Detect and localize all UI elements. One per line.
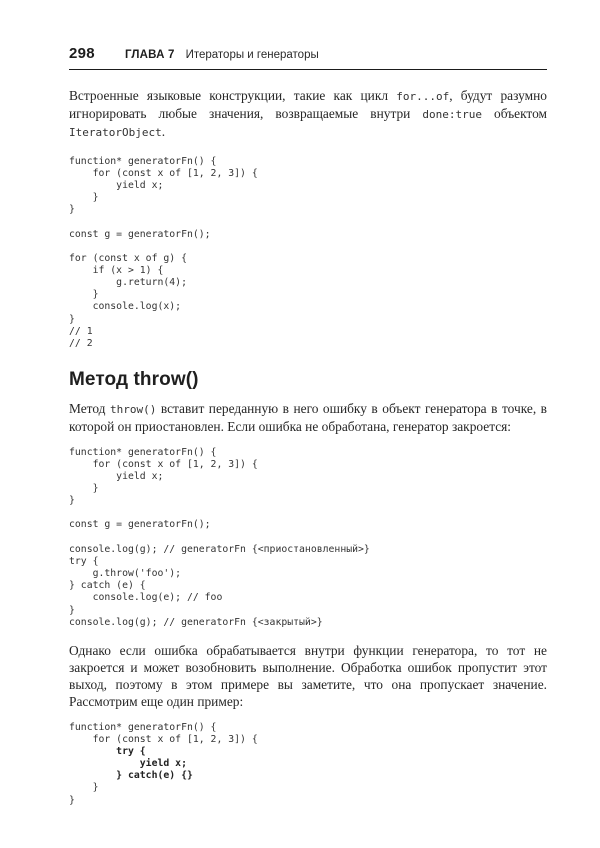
code-line	[69, 216, 547, 228]
inline-code: for...of	[396, 90, 450, 103]
code-line: }	[69, 794, 75, 806]
code-line: if (x > 1) {	[69, 265, 164, 277]
code-block-throw-example	[69, 447, 547, 629]
running-head	[69, 45, 547, 62]
inline-code: throw()	[109, 403, 157, 417]
code-line: function* generatorFn() {	[69, 446, 217, 458]
code-line: }	[69, 313, 75, 325]
text-segment: Однако если ошибка обрабатывается внутри функции генератора, то тот не закроется и может возобновить выполнение. Обработка ошибок пропустит этот выход, поэтому в этом примере вы заметите, что она пропускает значение. Рассмотрим еще один пример:	[69, 642, 547, 710]
code-line: }	[69, 204, 75, 216]
code-line: for (const x of g) {	[69, 252, 187, 264]
text-segment: , будут разумно игнорировать любые значения, возвращаемые внутри	[69, 88, 547, 122]
code-line	[69, 241, 547, 253]
inline-code: IteratorObject	[69, 126, 162, 140]
code-line: // 2	[69, 337, 93, 349]
code-block-return-example	[69, 156, 547, 351]
paragraph-for-of-note	[69, 87, 547, 142]
inline-code: done:true	[422, 108, 482, 122]
code-line: console.log(g); // generatorFn {<приостановленный>}	[69, 543, 370, 555]
code-line: function* generatorFn() {	[69, 155, 217, 167]
code-block-try-catch-example	[69, 722, 547, 807]
section-heading-throw-method: Метод throw()	[69, 369, 199, 391]
code-line: // 1	[69, 325, 93, 337]
code-line: console.log(x);	[69, 301, 182, 313]
code-line: }	[69, 782, 99, 794]
code-line: try {	[69, 555, 99, 567]
page-number: 298	[69, 45, 95, 62]
code-line	[69, 532, 547, 544]
code-line: try {	[69, 745, 146, 757]
code-line: } catch(e) {}	[69, 770, 193, 782]
code-line: g.throw('foo');	[69, 568, 182, 580]
code-line: } catch (e) {	[69, 580, 146, 592]
code-line: for (const x of [1, 2, 3]) {	[69, 167, 258, 179]
code-line: }	[69, 192, 99, 204]
code-line: yield x;	[69, 758, 187, 770]
chapter-title: Итераторы и генераторы	[185, 49, 319, 61]
text-segment: .	[161, 124, 166, 140]
code-line: }	[69, 604, 75, 616]
text-segment: Встроенные языковые конструкции, такие как цикл	[69, 88, 397, 103]
chapter-label: ГЛАВА 7	[124, 49, 175, 61]
code-line	[69, 507, 547, 519]
code-line: console.log(e); // foo	[69, 592, 223, 604]
text-segment: объектом	[481, 106, 547, 122]
paragraph-throw-description	[69, 400, 547, 435]
code-line: g.return(4);	[69, 277, 187, 289]
header-rule	[69, 69, 547, 70]
code-line: function* generatorFn() {	[69, 721, 217, 733]
paragraph-handled-error-description	[69, 642, 547, 711]
text-segment: Метод	[69, 401, 110, 417]
text-segment: вставит переданную в него ошибку в объект генератора в точке, в которой он приостановлен. Если ошибка не обработана, генератор закроется:	[69, 401, 547, 435]
code-line: }	[69, 482, 99, 494]
code-line: console.log(g); // generatorFn {<закрытый>}	[69, 616, 323, 628]
code-line: for (const x of [1, 2, 3]) {	[69, 458, 258, 470]
code-line: for (const x of [1, 2, 3]) {	[69, 733, 258, 745]
code-line: const g = generatorFn();	[69, 519, 211, 531]
code-line: yield x;	[69, 179, 164, 191]
code-line: const g = generatorFn();	[69, 228, 211, 240]
code-line: yield x;	[69, 470, 164, 482]
code-line: }	[69, 289, 99, 301]
code-line: }	[69, 495, 75, 507]
